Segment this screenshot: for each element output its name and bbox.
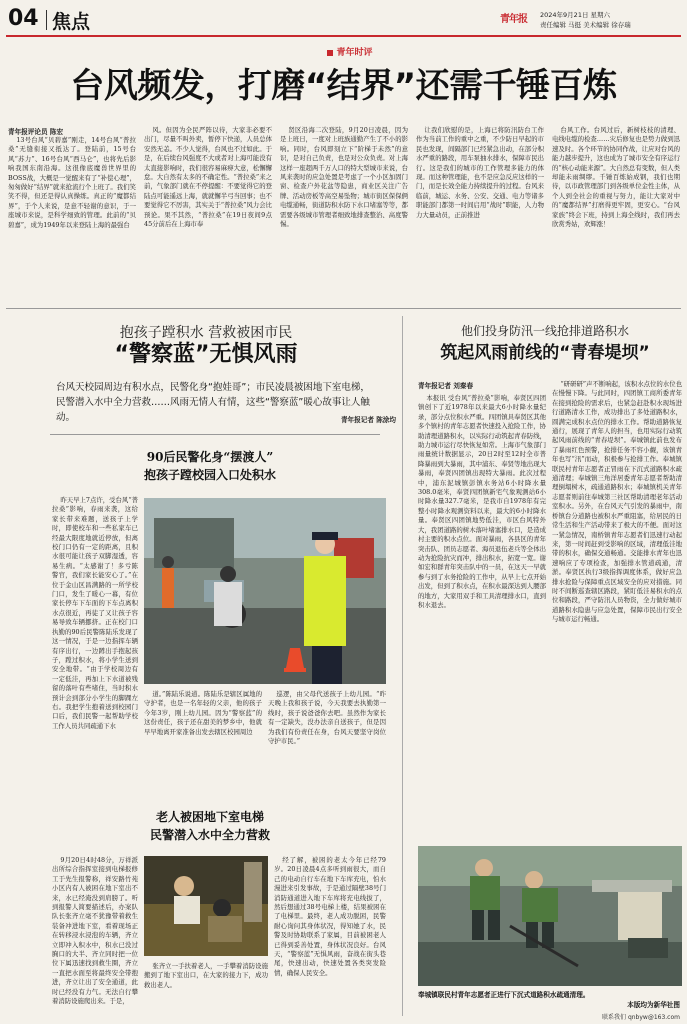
volunteers-photo-illustration xyxy=(418,846,682,986)
commentary-col-4 xyxy=(416,126,544,294)
sub2-text-a: 9月20日4时48分，万祥派出所综合指挥室接到电梯报修工于先生报警称，祥安路竹苑小区内有人被困在地下室出不来，水已经淹没到肩膀了。听到报警人简要描述后，办案队队长张齐立毫不犹豫带着救生装备冲进地下室，看着现场正在转移浸水浸泡的车辆，齐立立即冲入积水中，积水已没过胸口的大半、齐立同时把一位位下属迅速找到救生圈，齐立一直把水面至将最终安全带抱进，齐立让出了安全通道，此时已经没有力气。无法自行攀着消防设施爬出来。于是， xyxy=(52,856,138,1006)
section-divider xyxy=(46,10,47,30)
left-kicker: 抱孩子蹚积水 营救被困市民 xyxy=(119,325,293,341)
main-title: 台风频发，打磨“结界”还需千锤百炼 xyxy=(70,66,617,106)
sub1-text-c: 巡逻，由父母代送孩子上幼儿园。“昨天晚上我和孩子说，今天我要去执勤第一线时，孩子说爸爸你去吧。虽然作为家长有一定缺失，没办法亲自送孩子，但是因为我们有份责任在身，台风天要坚守岗位守护市民。” xyxy=(268,690,386,746)
police-photo-illustration xyxy=(144,498,386,684)
right-col-a xyxy=(418,394,546,842)
commentary-col-1 xyxy=(8,136,136,294)
masthead-logo: 青年报 xyxy=(500,14,527,25)
sub1-title-line1: 90后民警化身“摆渡人” xyxy=(146,450,274,464)
commentary-col-5 xyxy=(552,126,680,294)
sub1-col-b xyxy=(144,690,262,796)
column-label xyxy=(300,45,400,58)
right-byline: 青年报记者 刘秦春 xyxy=(418,382,474,390)
left-lead-rule xyxy=(50,434,380,435)
sub1-text-a: 昨天早上7点许，受台风“普拉桑”影响，春雨来袭，这给家长带来难题，送孩子上学时，即使校车和一些私家车已经最大限度地就近停放，但离校门口仍有一定的距离，且积水很可能让孩子双脚湿透，容易生病。“太感谢了！多亏陈警官，我们家长能安心了。”在位于金山区昌满路的一所学校门口，发生了暖心一幕，有位家长停车下车面的下车点离积水点很近，再徒了又让孩子容易导致车辆挪挤。正在校门口执勤的90后民警陈陆乐发现了这一情况，于是一边指挥车辆有序出行，一边蹲出手抱起孩子，蹚过积水，将小学生送到安全地带。“由于学校周边有一定低洼，再加上下水道被残留的落叶有些堵住，当时积水预计会到部分小学生的脚踝左右。我把学生抱着送到校园门口后，我们民警一起帮助学校工作人员共同疏通下水 xyxy=(52,496,138,730)
police-photo xyxy=(144,498,386,684)
volunteers-photo-caption: 奉城镇联民村青年志愿者正进行下沉式道路积水疏通清理。 xyxy=(418,991,590,999)
column-label-text: 青年时评 xyxy=(336,48,373,58)
commentary-byline: 青年报评论员 陈宏 xyxy=(8,128,64,136)
sub1-col-a xyxy=(52,496,138,796)
commentary-col-3 xyxy=(280,126,408,294)
sub2-title-line1: 老人被困地下室电梯 xyxy=(155,810,264,824)
sub2-text-c: 经了解，被困的老太今年已经79岁。20日凌晨4点多听到雨很大，而自己的电动自行车在地下车库充电，怕水漫进来引发事故，于是通过隔壁38号门消防通道进入地下车库将充电线拔了，然后想通过38号电梯上楼，结果被困在了电梯里。最终，老人成功脱困，民警耐心询问其身体状况，得知她了水，民警及时协助联系了家属，目前被困老人已得到妥善处置，身体状况良好。台风天，“警察蓝”无惧风雨，奋战在街头巷尾，快速出动，快速处置各类突发险情，确保人民安全。 xyxy=(274,856,386,977)
rescue-photo xyxy=(144,856,268,956)
sub2-text-b: 张齐立一手扶着老人，一手攀着消防设施搬到了地下室出口，在大家的接力下，成功救出老人。 xyxy=(144,962,268,989)
commentary-text-2: 风。但因为全民严阵以待，大家非必要不出门，尽量不叫外卖，暂停下快递，人员总体安然无恙。不少人觉得，台风也不过如此。于是，在后续台风强度不大或者对上海可能没有太直接影响时，我们很容易麻痹大意，松懈懈怠。大自然有太多的不确定性。“普拉桑”来之前，气象部门就在不停提醒：不要觉得它的登陆点可能遥远上海，就就懈半弓当回事；也不要觉得它不厉害，其实关于“普拉桑”风力会比预论。果不其然，“普拉桑”在19日夜间9点45分前后在上海市奉 xyxy=(144,126,272,229)
masthead xyxy=(0,0,687,40)
commentary-divider xyxy=(6,308,681,309)
commentary-text-3: 贤区沿海二次登陆，9月20日凌晨，因为是上班日，一度对上班族通勤产生了不小的影响。同时，台风即刻立下“阶梯于未然”的意识，是对自己负责，也是对公众负责。对上海这样一座超两千万人口的特大型城市来说，台风来袭时的应急处置是考虑了一个小区加固门窗、检查户外花盆等隐患，商业区关注广告牌、活动房板等高空易坠物；城市街区保保俩电缆通畅，街道防积水防下水口堵塞等等，都需要各级城市管理者细致地排查整治、高度警惕。 xyxy=(280,126,408,229)
commentary-text-1: 13号台风“贝碧嘉”刚走，14号台风“普拉桑”无缝衔接又抵达了。登陆前，15号台风“苏力”、16号台风“西马仑”，也将先后影响我国东南沿海。这很像底魔兽世界里的BOSS战，大概是一觉醒来有了“补偿心理”，匆匆做好“结界”就来抢流行个上班了。我们笑笑不得，但还是得认真操练。真正的“魔都结界”，于个人来说，是意不轻谢的意识，于一座城市来说，是科学细致的管理。此前的“贝碧嘉”，成为1949年以来登陆上海的最强台 xyxy=(8,136,136,229)
issue-date: 2024年9月21日 星期六 xyxy=(540,11,611,19)
editors-credit: 责任编辑 马挺 美术编辑 徐存瑞 xyxy=(540,21,631,29)
sub1-text-b: 道。”陈陆乐说道。陈陆乐是辖区属地的守护者，也是一名年轻的父亲，他的孩子今年3岁，刚上幼儿园。因为“警察蓝”的这份责任，孩子还在甜美的梦乡中，他就早早地离开家准备出发去辖区校园周边 xyxy=(144,690,262,736)
footer-contact: 联系我们 qnbyw@163.com xyxy=(602,1014,680,1021)
left-title: “警察蓝”无惧风雨 xyxy=(114,342,298,367)
commentary-text-5: 台风工作。台风过后，新树枝枝的清理、电线电缆的检查……灾后修复也是势力做到迅速及时。各个环节的协同作战，让应对台风的能力越步提升，这也成为了城市安全有序运行的“核心动能来源”。大自然总有变数，但人类却能未雨绸缪。千锤百炼始成钢，我们也期待，以市政管理部门到各级单位金性主体，从个人到全社会的重视与努力，能让大家对中的“魔都结界”打磨得更牢固，更安心。“台风家族”终会下班，持到上海全线时，我们再去欣赏秀姑，欢辉涨！ xyxy=(552,126,680,229)
right-text-a: 本报讯 受台风“普拉桑”影响，奉贤区四团镇创下了近1978年以来最大6小时降水量纪录，部分点位积水严重。四团镇具奉贤区其他多个镇村的青年志愿者快速投入抢险工作，协助清理道路积水，以实际行动筑起青春防线，助力城市运行尽快恢复如常。上海市气象部门雨量统计数据显示，20日2时至12时全市普降暴雨到大暴雨，其中浦东、奉贤等地出现大暴雨，奉贤四团镇出现特大暴雨。此次过程中，浦东泥城镇彭镇水务站6小时降水量308.0毫米，奉贤四团镇新宅气象观测站6小时降水量327.7毫米，是我市自1978年有完整小时降水观测资料以来，最大的6小时降水量。奉贤区四团镇地势低洼，市区台风特外大，我团道路的树木落叶堵塞排水口，是造成村主要的积水点位。面对暴雨，各县区的青年突击队、团员志愿者、海员退伍老兵等全体出动为抢险抗灾而冲，排出积水，拓宽一宽。谢如宏和群青年突击队中的一员，在这天一早就参与到了水务抢险的工作中，从早上七点开始出发，但到了积水点，在积水最深达到人腰部的地方，大家用双手和工具清理排水口，直到积水退去。 xyxy=(418,394,546,609)
page-number: 04 xyxy=(8,6,39,31)
masthead-rule xyxy=(6,35,681,37)
right-kicker: 他们投身防汛一线抢排道路积水 xyxy=(460,324,629,338)
left-lead: 台风天校园周边有积水点，民警化身“抱娃哥”；市民凌晨被困地下室电梯，民警潜入水中全力营救……风雨无情人有情，这些“警察蓝”暖心故事让人触动。 xyxy=(56,382,370,423)
sub2-title-line2: 民警潜入水中全力营救 xyxy=(149,828,270,842)
right-text-b: “研研研”声不断响起，该积水点位的水位也在慢慢下降。与此同时，四团镇工商所委青年在接到抢险的需求后，也紧急赶赴积水现场进行道路清水工作，成功排出了多处道路积水，圆满完成积水点位的排水工作。帮助道路恢复通行，展现了青年人的担当，也用实际行动筑起风雨前线的“青春堤坝”。奉城镇此前也发布了暴雨红色预警，抢排任务不容小觑，该镇青年也写“汛”而动，积极参与抢排工作。奉城镇联民村青年志愿者正冒雨在下沉式道路积水疏通清理；奉城镇三角洋居委青年志愿者帮助清理倒塌树木，疏通道路积水；奉城镇机关青年志愿者则前往奉城第三社区帮助清理老年活动室积水。另外，在台风天气引发的暴雨中，南桥镇台分道路也被积水严重阻塞，给居民的日常生活和生产活动带来了极大的不便。面对这一紧急情况，南桥镇青年志愿者们迅速行动起来，第一时间赶到受影响的区域，清理低洼地带的积水，确保交通畅通。交能排水青年也迅速响应了专项检查，加强排水管道疏通，清淤。奉贤区执行3级指挥调度体系，做好应急排水抢险与保障重点区域安全的应对措施。同时不间断巡查辖区路段，紧盯低洼易积水的点位和路段，严守防汛人员物资，全力做好城市道路积水隐患与应急处置，保障市民出行安全与城市运行畅通。 xyxy=(552,380,682,624)
rescue-photo-illustration xyxy=(144,856,268,956)
column-label-square xyxy=(327,50,333,56)
sub2-col-a xyxy=(52,856,138,1012)
sub2-col-b xyxy=(144,962,268,1012)
left-lead-box xyxy=(56,380,396,430)
section-name: 焦点 xyxy=(52,11,91,33)
sub1-col-c xyxy=(268,690,386,796)
sub1-title-line2: 抱孩子蹚校园入口处积水 xyxy=(143,468,276,482)
photo-credit: 本版均为新华社图 xyxy=(627,1001,680,1009)
commentary-col-2 xyxy=(144,126,272,294)
left-reporter: 青年报记者 陈涂均 xyxy=(340,416,396,424)
right-title: 筑起风雨前线的“青春堤坝” xyxy=(440,343,650,363)
right-col-b xyxy=(552,380,682,842)
sub2-col-c xyxy=(274,856,386,1012)
volunteers-photo xyxy=(418,846,682,986)
story-divider xyxy=(402,316,403,1016)
commentary-text-4: 让我们欣慰的是，上海已将防汛防台工作作为当前工作的重中之重，不少防日早起的市民也发现，间隔部门已经紧急出动，在部分积水严重的路段，用车泵抽水排水，保障市民出行。这是我们的城市的工作管理多能力的体现。而这种管理能，也不是应急反应这样的一门，而是长效全能力持续提升的过程。台风来临前，城运、水务、公安、交通、电力等诸多职能部门都第一时间启用“战时”职能，人力物力大量动员，正前推进 xyxy=(416,126,544,219)
